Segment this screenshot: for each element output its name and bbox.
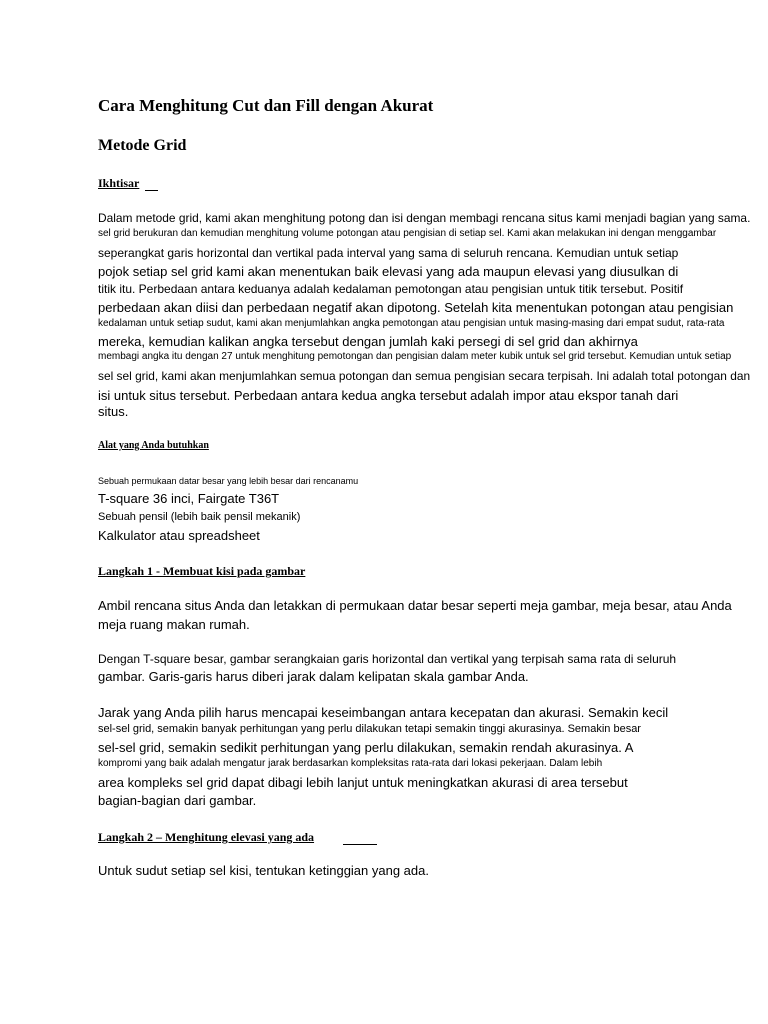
step1-paragraph-line: meja ruang makan rumah. (98, 617, 250, 632)
overview-line: Dalam metode grid, kami akan menghitung potong dan isi dengan membagi rencana situs kami menjadi bagian yang sama. (98, 211, 751, 225)
tools-heading: Alat yang Anda butuhkan (98, 440, 209, 451)
step1-paragraph-line: sel-sel grid, semakin banyak perhitungan yang perlu dilakukan tetapi semakin tinggi akurasinya. Semakin besar (98, 723, 641, 735)
step2-paragraph: Untuk sudut setiap sel kisi, tentukan ketinggian yang ada. (98, 863, 429, 878)
step1-heading: Langkah 1 - Membuat kisi pada gambar (98, 564, 306, 578)
overview-line: isi untuk situs tersebut. Perbedaan antara kedua angka tersebut adalah impor atau ekspor tanah dari (98, 388, 679, 403)
step1-paragraph-line: gambar. Garis-garis harus diberi jarak dalam kelipatan skala gambar Anda. (98, 669, 529, 684)
overview-line: seperangkat garis horizontal dan vertikal pada interval yang sama di seluruh rencana. Kemudian untuk setiap (98, 246, 679, 260)
step1-paragraph-line: sel-sel grid, semakin sedikit perhitungan yang perlu dilakukan, semakin rendah akurasinya. A (98, 740, 634, 755)
overview-heading: Ikhtisar (98, 176, 140, 190)
overview-line: membagi angka itu dengan 27 untuk menghitung pemotongan dan pengisian dalam meter kubik untuk sel grid tersebut. Kemudian untuk setiap (98, 351, 732, 362)
heading-underline (343, 844, 377, 845)
tool-item: Sebuah pensil (lebih baik pensil mekanik) (98, 511, 301, 523)
step1-paragraph-line: bagian-bagian dari gambar. (98, 793, 257, 808)
step2-heading: Langkah 2 – Menghitung elevasi yang ada (98, 830, 315, 844)
tool-item: Kalkulator atau spreadsheet (98, 528, 260, 543)
overview-line: mereka, kemudian kalikan angka tersebut dengan jumlah kaki persegi di sel grid dan akhirnya (98, 334, 638, 349)
heading-underline (145, 190, 158, 191)
overview-line: perbedaan akan diisi dan perbedaan negatif akan dipotong. Setelah kita menentukan potongan atau pengisian (98, 300, 734, 315)
step1-paragraph-line: kompromi yang baik adalah mengatur jarak berdasarkan kompleksitas rata-rata dari lokasi pekerjaan. Dalam lebih (98, 758, 603, 769)
overview-line: titik itu. Perbedaan antara keduanya adalah kedalaman pemotongan atau pengisian untuk titik tersebut. Positif (98, 282, 684, 296)
step1-paragraph-line: Dengan T-square besar, gambar serangkaian garis horizontal dan vertikal yang terpisah sama rata di seluruh (98, 652, 677, 666)
tool-item: Sebuah permukaan datar besar yang lebih besar dari rencanamu (98, 476, 359, 486)
overview-line: situs. (98, 404, 129, 419)
overview-line: sel sel grid, kami akan menjumlahkan semua potongan dan semua pengisian secara terpisah. Ini adalah total potongan dan (98, 369, 751, 383)
document-subtitle: Metode Grid (98, 137, 187, 154)
step1-paragraph-line: area kompleks sel grid dapat dibagi lebih lanjut untuk meningkatkan akurasi di area tersebut (98, 775, 628, 790)
step1-paragraph-line: Ambil rencana situs Anda dan letakkan di permukaan datar besar seperti meja gambar, meja besar, atau Anda (98, 598, 732, 613)
overview-line: pojok setiap sel grid kami akan menentukan baik elevasi yang ada maupun elevasi yang diusulkan di (98, 264, 679, 279)
step1-paragraph-line: Jarak yang Anda pilih harus mencapai keseimbangan antara kecepatan dan akurasi. Semakin kecil (98, 705, 669, 720)
overview-line: sel grid berukuran dan kemudian menghitung volume potongan atau pengisian di setiap sel. Kami akan melakukan ini dengan menggambar (98, 228, 717, 239)
tool-item: T-square 36 inci, Fairgate T36T (98, 491, 280, 506)
document-title: Cara Menghitung Cut dan Fill dengan Akurat (98, 96, 434, 115)
overview-line: kedalaman untuk setiap sudut, kami akan menjumlahkan angka pemotongan atau pengisian untuk masing-masing dari empat sudut, rata-rata (98, 318, 725, 329)
